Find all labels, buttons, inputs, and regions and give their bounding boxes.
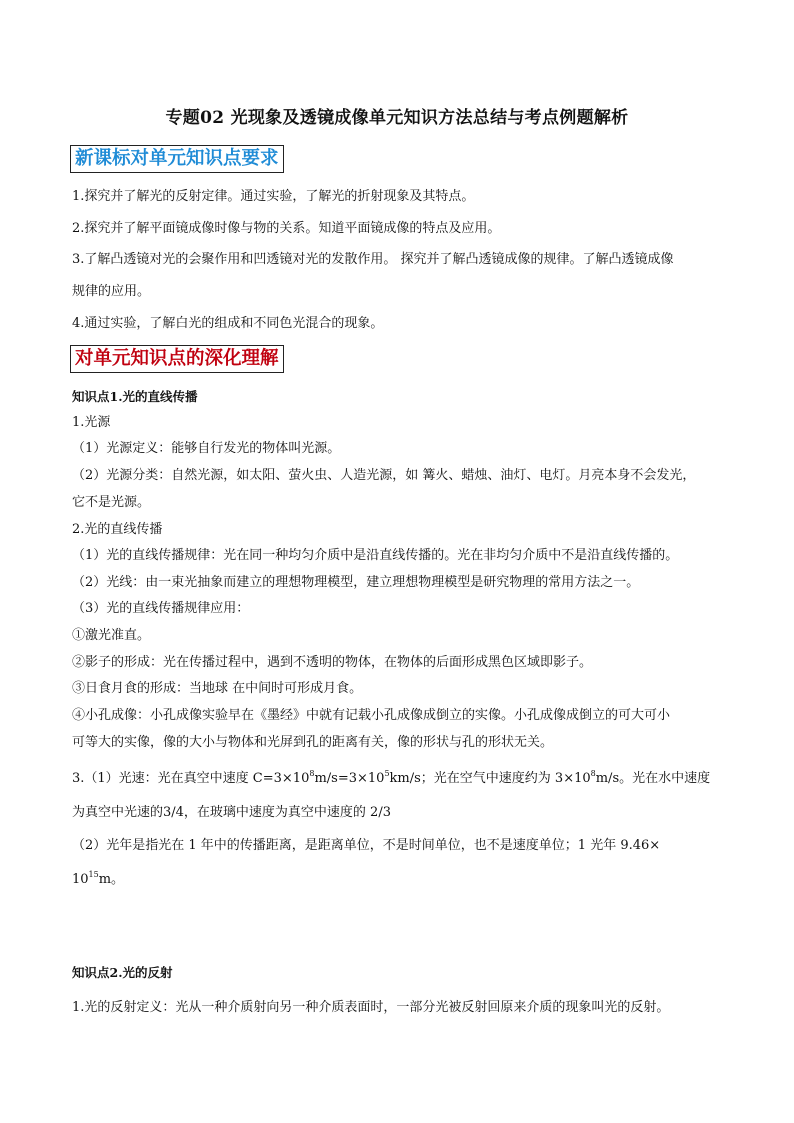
body-line: 为真空中光速的3/4，在玻璃中速度为真空中速度的 2/3	[72, 805, 391, 820]
knowledge-point-heading: 知识点2.光的反射	[72, 965, 173, 980]
text-segment: 3.（1）光速：光在真空中速度 C=3×10	[72, 771, 310, 786]
text-segment: 10	[72, 872, 89, 887]
knowledge-point-heading: 知识点1.光的直线传播	[72, 389, 198, 404]
body-line: 可等大的实像，像的大小与物体和光屏到孔的距离有关，像的形状与孔的形状无关。	[72, 735, 554, 750]
requirement-line: 4.通过实验，了解白光的组成和不同色光混合的现象。	[72, 316, 384, 331]
body-line: ②影子的形成：光在传播过程中，遇到不透明的物体，在物体的后面形成黑色区域即影子。	[72, 655, 593, 670]
text-segment: km/s；光在空气中速度约为 3×10	[389, 771, 591, 786]
body-line: 1.光的反射定义：光从一种介质射向另一种介质表面时，一部分光被反射回原来介质的现象叫光的反射。	[72, 1000, 670, 1015]
body-line: 它不是光源。	[72, 495, 151, 510]
body-line: ④小孔成像：小孔成像实验早在《墨经》中就有记载小孔成像成倒立的实像。小孔成像成倒立的可大可小	[72, 708, 671, 723]
body-line: （1）光的直线传播规律：光在同一种均匀介质中是沿直线传播的。光在非均匀介质中不是沿直线传播的。	[72, 548, 679, 563]
section-badge-understanding: 对单元知识点的深化理解	[70, 345, 284, 373]
text-segment: m/s。光在水中速度	[595, 771, 711, 786]
body-line: 1.光源	[72, 415, 111, 430]
page-title: 专题02 光现象及透镜成像单元知识方法总结与考点例题解析	[165, 108, 629, 128]
light-year-line: （2）光年是指光在 1 年中的传播距离，是距离单位，不是时间单位，也不是速度单位；1 光年 9.46×	[72, 838, 661, 853]
body-line: ③日食月食的形成：当地球 在中间时可形成月食。	[72, 681, 363, 696]
text-segment: m。	[98, 872, 125, 887]
body-line: （2）光线：由一束光抽象而建立的理想物理模型，建立理想物理模型是研究物理的常用方法之一。	[72, 575, 640, 590]
body-line: 2.光的直线传播	[72, 522, 163, 537]
section-badge-requirements: 新课标对单元知识点要求	[70, 145, 284, 173]
superscript: 5	[384, 768, 390, 778]
speed-of-light-line	[72, 770, 710, 788]
requirement-line: 1.探究并了解光的反射定律。通过实验，了解光的折射现象及其特点。	[72, 189, 475, 204]
body-line: ①激光准直。	[72, 628, 151, 643]
superscript: 8	[590, 768, 596, 778]
body-line: （2）光源分类：自然光源，如太阳、萤火虫、人造光源，如 篝火、蜡烛、油灯、电灯。月亮本身不会发光，	[72, 468, 696, 483]
superscript: 15	[88, 869, 99, 879]
requirement-line: 规律的应用。	[72, 284, 151, 299]
body-line: （1）光源定义：能够自行发光的物体叫光源。	[72, 441, 341, 456]
requirement-line: 3.了解凸透镜对光的会聚作用和凹透镜对光的发散作用。 探究并了解凸透镜成像的规律。了解凸透镜成像	[72, 252, 674, 267]
superscript: 8	[309, 768, 315, 778]
requirement-line: 2.探究并了解平面镜成像时像与物的关系。知道平面镜成像的特点及应用。	[72, 221, 501, 236]
light-year-value	[72, 871, 124, 889]
text-segment: m/s=3×10	[314, 771, 385, 786]
body-line: （3）光的直线传播规律应用：	[72, 601, 250, 616]
